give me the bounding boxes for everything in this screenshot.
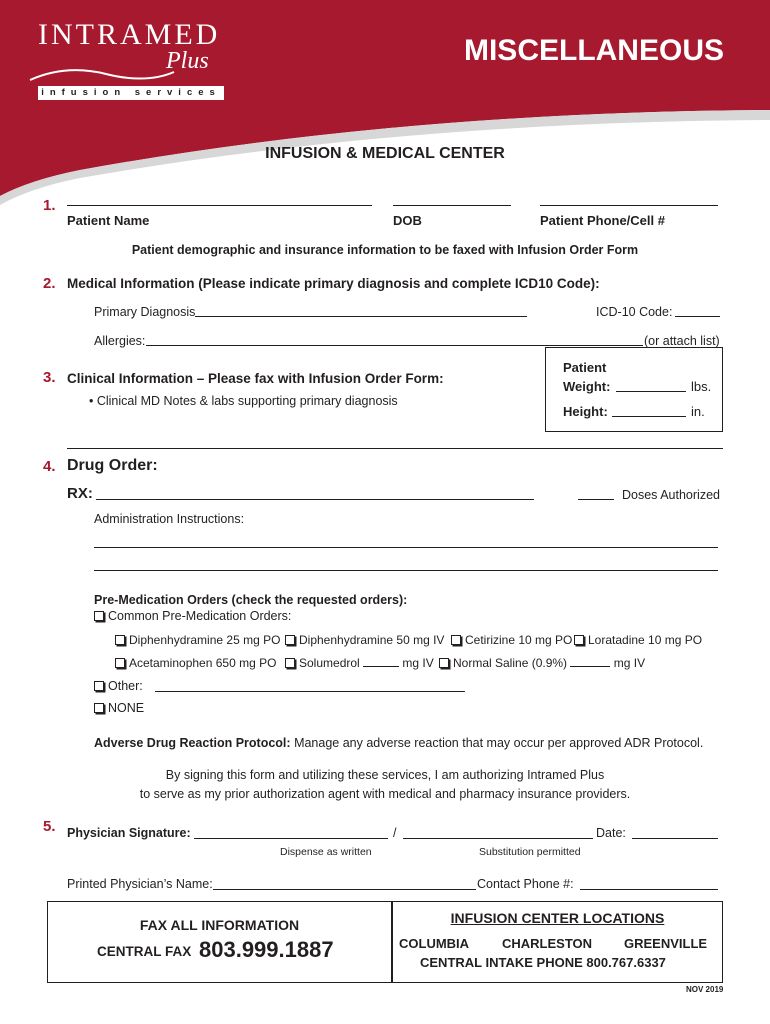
- admin-instructions-line-2[interactable]: [94, 570, 718, 571]
- rx-field[interactable]: [96, 499, 534, 500]
- logo-subtitle: infusion services: [38, 86, 224, 100]
- patient-name-label: Patient Name: [67, 213, 150, 228]
- section-2-number: 2.: [43, 275, 56, 292]
- section-1-number: 1.: [43, 197, 56, 214]
- checkbox[interactable]: [285, 635, 295, 645]
- allergies-label: Allergies:: [94, 334, 146, 348]
- central-fax-number: 803.999.1887: [199, 937, 334, 962]
- central-fax-label: CENTRAL FAX: [97, 944, 192, 959]
- logo-wordmark: INTRAMED: [38, 18, 221, 51]
- none-option[interactable]: [94, 701, 144, 715]
- patient-phone-label: Patient Phone/Cell #: [540, 213, 665, 228]
- premed-option-solumedrol[interactable]: [285, 656, 434, 670]
- location-greenville: GREENVILLE: [624, 936, 708, 951]
- patient-name-field[interactable]: [67, 205, 372, 206]
- logo-script: Plus: [166, 48, 209, 74]
- option-label: Cetirizine 10 mg PO: [465, 633, 573, 647]
- form-revision-date: NOV 2019: [686, 985, 724, 994]
- common-premed-checkbox[interactable]: [94, 611, 104, 621]
- dob-label: DOB: [393, 213, 422, 228]
- height-label: Height:: [563, 404, 608, 419]
- premed-option-acetaminophen[interactable]: [115, 656, 276, 670]
- section-4-number: 4.: [43, 458, 56, 475]
- premed-option-cetirizine[interactable]: [451, 633, 572, 647]
- section-3-number: 3.: [43, 369, 56, 386]
- weight-unit: lbs.: [691, 379, 712, 394]
- central-intake-label: CENTRAL INTAKE PHONE: [420, 955, 583, 970]
- saline-dose-field[interactable]: [570, 656, 610, 667]
- premed-heading: Pre-Medication Orders (check the requested orders):: [94, 593, 408, 607]
- none-checkbox[interactable]: [94, 703, 104, 713]
- option-label: Acetaminophen 650 mg PO: [129, 656, 277, 670]
- other-checkbox[interactable]: [94, 681, 104, 691]
- date-field[interactable]: [632, 838, 718, 839]
- premed-option-diphenhydramine-50[interactable]: [285, 633, 444, 647]
- contact-phone-label: Contact Phone #:: [477, 877, 574, 891]
- doses-field[interactable]: [578, 499, 614, 500]
- weight-field[interactable]: [616, 391, 686, 392]
- dob-field[interactable]: [393, 205, 511, 206]
- adr-protocol: [94, 736, 703, 750]
- signature-substitution-field[interactable]: [403, 838, 593, 839]
- option-unit: mg IV: [613, 656, 646, 670]
- authorization-line-1: By signing this form and utilizing these services, I am authorizing Intramed Plus: [165, 768, 605, 782]
- height-unit: in.: [691, 404, 705, 419]
- patient-phone-field[interactable]: [540, 205, 718, 206]
- weight-label: Weight:: [563, 379, 611, 394]
- section-divider: [67, 448, 723, 449]
- common-premed-option[interactable]: [94, 609, 291, 623]
- location-charleston: CHARLESTON: [502, 936, 593, 951]
- clinical-notes-bullet: • Clinical MD Notes & labs supporting primary diagnosis: [89, 394, 398, 408]
- option-label: Normal Saline (0.9%): [453, 656, 568, 670]
- clinical-info-heading: Clinical Information – Please fax with Infusion Order Form:: [67, 371, 444, 386]
- location-columbia: COLUMBIA: [399, 936, 470, 951]
- central-intake: [420, 955, 666, 970]
- dispense-as-written-label: Dispense as written: [280, 846, 372, 858]
- option-label: Solumedrol: [299, 656, 360, 670]
- attach-list-text: (or attach list): [644, 334, 720, 348]
- option-label: Loratadine 10 mg PO: [588, 633, 703, 647]
- admin-instructions-label: Administration Instructions:: [94, 512, 245, 526]
- drug-order-heading: Drug Order:: [67, 457, 158, 474]
- signature-dispense-field[interactable]: [194, 838, 388, 839]
- fax-all-information: FAX ALL INFORMATION: [139, 917, 300, 933]
- medical-info-heading: Medical Information (Please indicate primary diagnosis and complete ICD10 Code):: [67, 276, 600, 291]
- allergies-field[interactable]: [146, 345, 643, 346]
- adr-protocol-title: Adverse Drug Reaction Protocol:: [94, 736, 291, 750]
- checkbox[interactable]: [115, 658, 125, 668]
- other-field[interactable]: [155, 691, 465, 692]
- common-premed-label: Common Pre-Medication Orders:: [108, 609, 292, 623]
- checkbox[interactable]: [451, 635, 461, 645]
- premed-option-saline[interactable]: [439, 656, 645, 670]
- solumedrol-dose-field[interactable]: [363, 656, 399, 667]
- patient-box-title: Patient: [563, 360, 607, 375]
- rx-label: RX:: [67, 485, 93, 502]
- locations-title: INFUSION CENTER LOCATIONS: [450, 910, 665, 926]
- none-label: NONE: [108, 701, 145, 715]
- printed-name-label: Printed Physician’s Name:: [67, 877, 213, 891]
- section-5-number: 5.: [43, 818, 56, 835]
- checkbox[interactable]: [285, 658, 295, 668]
- physician-signature-label: Physician Signature:: [67, 826, 191, 840]
- signature-slash: /: [393, 826, 397, 840]
- option-unit: mg IV: [402, 656, 434, 670]
- date-label: Date:: [596, 826, 626, 840]
- icd-code-field[interactable]: [675, 316, 720, 317]
- printed-name-field[interactable]: [213, 889, 476, 890]
- logo-swoosh-icon: [26, 60, 176, 86]
- central-intake-number: 800.767.6337: [586, 955, 666, 970]
- option-label: Diphenhydramine 25 mg PO: [129, 633, 281, 647]
- page-subtitle: INFUSION & MEDICAL CENTER: [265, 145, 505, 162]
- option-label: Diphenhydramine 50 mg IV: [299, 633, 445, 647]
- other-option[interactable]: [94, 679, 143, 693]
- logo: [38, 18, 238, 108]
- premed-option-loratadine[interactable]: [574, 633, 702, 647]
- contact-phone-field[interactable]: [580, 889, 718, 890]
- substitution-permitted-label: Substitution permitted: [479, 846, 581, 858]
- authorization-line-2: to serve as my prior authorization agent with medical and pharmacy insurance providers.: [139, 787, 631, 801]
- checkbox[interactable]: [439, 658, 449, 668]
- other-label: Other:: [108, 679, 143, 693]
- checkbox[interactable]: [574, 635, 584, 645]
- primary-diagnosis-label: Primary Diagnosis: [94, 305, 196, 319]
- icd-code-label: ICD-10 Code:: [596, 305, 673, 319]
- checkbox[interactable]: [115, 635, 125, 645]
- premed-option-diphenhydramine-25[interactable]: [115, 633, 280, 647]
- admin-instructions-line-1[interactable]: [94, 547, 718, 548]
- page-title: MISCELLANEOUS: [463, 34, 724, 67]
- height-field[interactable]: [612, 416, 686, 417]
- demographic-note: Patient demographic and insurance information to be faxed with Infusion Order Form: [131, 243, 639, 257]
- adr-protocol-text: Manage any adverse reaction that may occur per approved ADR Protocol.: [294, 736, 704, 750]
- primary-diagnosis-field[interactable]: [195, 316, 527, 317]
- doses-label: Doses Authorized: [622, 488, 720, 502]
